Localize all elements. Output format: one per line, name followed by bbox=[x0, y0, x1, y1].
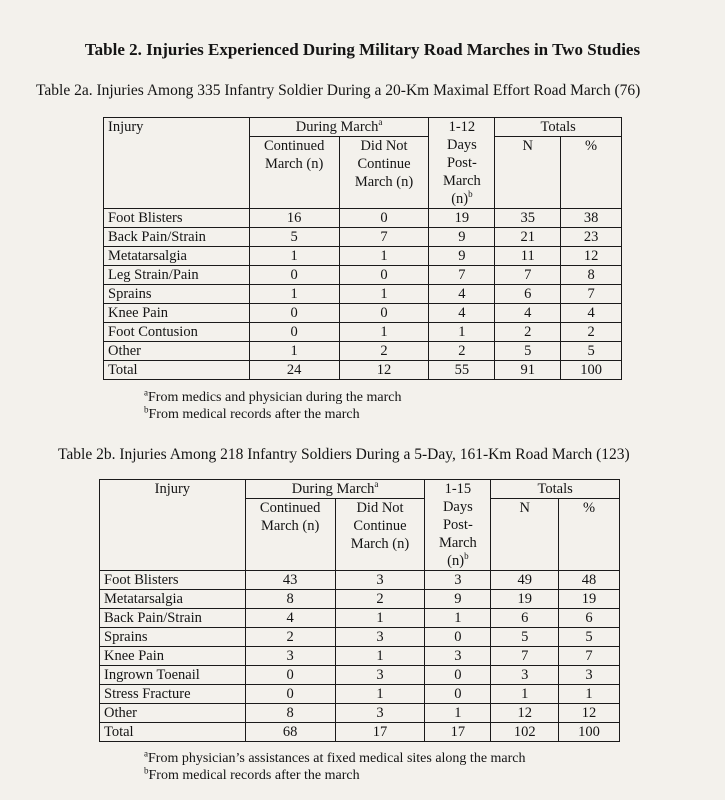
injury-cell: Foot Blisters bbox=[104, 209, 250, 228]
table-row bbox=[104, 342, 622, 361]
total-pct-cell: 23 bbox=[561, 228, 622, 247]
header-continued: Continued March (n) bbox=[249, 137, 339, 209]
continued-cell: 2 bbox=[245, 628, 335, 647]
post-march-cell: 7 bbox=[429, 266, 495, 285]
total-n-cell: 5 bbox=[491, 628, 559, 647]
continued-cell: 1 bbox=[249, 285, 339, 304]
injury-cell: Back Pain/Strain bbox=[104, 228, 250, 247]
total-pct-cell: 3 bbox=[559, 666, 620, 685]
table-2b-footnote-a: $^a$From physician’s assistances at fixed medical sites along the march bbox=[144, 748, 526, 766]
continued-cell: 43 bbox=[245, 571, 335, 590]
total-pct-cell: 4 bbox=[561, 304, 622, 323]
total-n-cell: 5 bbox=[495, 342, 561, 361]
continued-cell: 16 bbox=[249, 209, 339, 228]
total-pct-cell: 2 bbox=[561, 323, 622, 342]
table-row bbox=[104, 209, 622, 228]
post-march-cell: 9 bbox=[425, 590, 491, 609]
post-march-cell: 0 bbox=[425, 628, 491, 647]
bleed-through-bottom bbox=[0, 780, 725, 794]
continued-cell: 8 bbox=[245, 590, 335, 609]
injury-cell: Foot Blisters bbox=[100, 571, 246, 590]
total-pct-cell: 5 bbox=[561, 342, 622, 361]
did-not-continue-cell: 1 bbox=[339, 247, 429, 266]
did-not-continue-cell: 12 bbox=[339, 361, 429, 380]
injury-cell: Knee Pain bbox=[104, 304, 250, 323]
total-n-cell: 49 bbox=[491, 571, 559, 590]
continued-cell: 5 bbox=[249, 228, 339, 247]
injury-cell: Knee Pain bbox=[100, 647, 246, 666]
did-not-continue-cell: 2 bbox=[339, 342, 429, 361]
post-march-cell: 55 bbox=[429, 361, 495, 380]
bleed-through-top bbox=[0, 2, 725, 16]
table-2a-caption: Table 2a. Injuries Among 335 Infantry Soldier During a 20-Km Maximal Effort Road March (76) bbox=[36, 82, 641, 99]
post-march-cell: 17 bbox=[425, 723, 491, 742]
table-row bbox=[100, 666, 620, 685]
injury-cell: Metatarsalgia bbox=[104, 247, 250, 266]
header-injury: Injury bbox=[100, 480, 246, 571]
total-pct-cell: 100 bbox=[559, 723, 620, 742]
total-pct-cell: 100 bbox=[561, 361, 622, 380]
continued-cell: 0 bbox=[249, 323, 339, 342]
continued-cell: 1 bbox=[249, 342, 339, 361]
table-2b bbox=[99, 479, 620, 742]
did-not-continue-cell: 3 bbox=[335, 571, 425, 590]
total-pct-cell: 38 bbox=[561, 209, 622, 228]
did-not-continue-cell: 2 bbox=[335, 590, 425, 609]
continued-cell: 24 bbox=[249, 361, 339, 380]
total-pct-cell: 12 bbox=[561, 247, 622, 266]
table-row bbox=[104, 285, 622, 304]
did-not-continue-cell: 3 bbox=[335, 628, 425, 647]
continued-cell: 3 bbox=[245, 647, 335, 666]
total-n-cell: 7 bbox=[495, 266, 561, 285]
injury-cell: Other bbox=[104, 342, 250, 361]
header-n: N bbox=[491, 499, 559, 571]
table-2a-footnote-b: $^b$From medical records after the march bbox=[144, 404, 360, 422]
post-march-cell: 9 bbox=[429, 247, 495, 266]
total-n-cell: 11 bbox=[495, 247, 561, 266]
table-2b-caption: Table 2b. Injuries Among 218 Infantry Soldiers During a 5-Day, 161-Km Road March (123) bbox=[58, 446, 630, 463]
did-not-continue-cell: 17 bbox=[335, 723, 425, 742]
did-not-continue-cell: 1 bbox=[335, 647, 425, 666]
post-march-cell: 1 bbox=[425, 704, 491, 723]
header-did-not-continue: Did Not Continue March (n) bbox=[339, 137, 429, 209]
table-row bbox=[100, 590, 620, 609]
continued-cell: 68 bbox=[245, 723, 335, 742]
total-pct-cell: 7 bbox=[559, 647, 620, 666]
table-row bbox=[100, 571, 620, 590]
injury-cell: Ingrown Toenail bbox=[100, 666, 246, 685]
did-not-continue-cell: 1 bbox=[339, 285, 429, 304]
did-not-continue-cell: 1 bbox=[339, 323, 429, 342]
table-row bbox=[100, 628, 620, 647]
post-march-cell: 3 bbox=[425, 647, 491, 666]
total-n-cell: 3 bbox=[491, 666, 559, 685]
continued-cell: 0 bbox=[245, 666, 335, 685]
continued-cell: 8 bbox=[245, 704, 335, 723]
injury-cell: Total bbox=[104, 361, 250, 380]
table-row bbox=[100, 704, 620, 723]
table-2b-footnote-b: $^b$From medical records after the march bbox=[144, 765, 360, 783]
injury-cell: Metatarsalgia bbox=[100, 590, 246, 609]
did-not-continue-cell: 3 bbox=[335, 666, 425, 685]
table-row bbox=[104, 323, 622, 342]
table-row bbox=[104, 304, 622, 323]
injury-cell: Back Pain/Strain bbox=[100, 609, 246, 628]
total-pct-cell: 48 bbox=[559, 571, 620, 590]
injury-cell: Leg Strain/Pain bbox=[104, 266, 250, 285]
table-2a bbox=[103, 117, 622, 380]
continued-cell: 1 bbox=[249, 247, 339, 266]
post-march-cell: 4 bbox=[429, 285, 495, 304]
table-row bbox=[100, 647, 620, 666]
table-row bbox=[100, 723, 620, 742]
total-n-cell: 19 bbox=[491, 590, 559, 609]
injury-cell: Stress Fracture bbox=[100, 685, 246, 704]
continued-cell: 0 bbox=[249, 304, 339, 323]
total-pct-cell: 5 bbox=[559, 628, 620, 647]
total-pct-cell: 6 bbox=[559, 609, 620, 628]
header-n: N bbox=[495, 137, 561, 209]
header-continued: Continued March (n) bbox=[245, 499, 335, 571]
header-totals: Totals bbox=[495, 118, 622, 137]
did-not-continue-cell: 0 bbox=[339, 304, 429, 323]
post-march-cell: 4 bbox=[429, 304, 495, 323]
did-not-continue-cell: 0 bbox=[339, 209, 429, 228]
did-not-continue-cell: 1 bbox=[335, 685, 425, 704]
total-n-cell: 6 bbox=[491, 609, 559, 628]
did-not-continue-cell: 7 bbox=[339, 228, 429, 247]
total-n-cell: 7 bbox=[491, 647, 559, 666]
did-not-continue-cell: 1 bbox=[335, 609, 425, 628]
page-title: Table 2. Injuries Experienced During Military Road Marches in Two Studies bbox=[84, 40, 641, 59]
post-march-cell: 0 bbox=[425, 666, 491, 685]
injury-cell: Sprains bbox=[104, 285, 250, 304]
header-pct: % bbox=[561, 137, 622, 209]
total-pct-cell: 8 bbox=[561, 266, 622, 285]
total-n-cell: 4 bbox=[495, 304, 561, 323]
post-march-cell: 0 bbox=[425, 685, 491, 704]
continued-cell: 0 bbox=[245, 685, 335, 704]
total-n-cell: 1 bbox=[491, 685, 559, 704]
table-row bbox=[104, 228, 622, 247]
injury-cell: Other bbox=[100, 704, 246, 723]
injury-cell: Sprains bbox=[100, 628, 246, 647]
post-march-cell: 9 bbox=[429, 228, 495, 247]
post-march-cell: 2 bbox=[429, 342, 495, 361]
total-pct-cell: 1 bbox=[559, 685, 620, 704]
continued-cell: 0 bbox=[249, 266, 339, 285]
header-during-march: During March$^a$ bbox=[245, 480, 425, 499]
post-march-cell: 1 bbox=[429, 323, 495, 342]
total-n-cell: 2 bbox=[495, 323, 561, 342]
total-pct-cell: 19 bbox=[559, 590, 620, 609]
post-march-cell: 1 bbox=[425, 609, 491, 628]
header-post-march: 1-15 Days Post-March $(n)^b$ bbox=[425, 480, 491, 571]
total-pct-cell: 12 bbox=[559, 704, 620, 723]
total-n-cell: 35 bbox=[495, 209, 561, 228]
header-pct: % bbox=[559, 499, 620, 571]
header-did-not-continue: Did Not Continue March (n) bbox=[335, 499, 425, 571]
header-totals: Totals bbox=[491, 480, 620, 499]
header-post-march: 1-12 Days Post-March $(n)^b$ bbox=[429, 118, 495, 209]
injury-cell: Total bbox=[100, 723, 246, 742]
post-march-cell: 3 bbox=[425, 571, 491, 590]
table-row bbox=[100, 609, 620, 628]
total-n-cell: 6 bbox=[495, 285, 561, 304]
table-row bbox=[100, 685, 620, 704]
did-not-continue-cell: 3 bbox=[335, 704, 425, 723]
header-injury: Injury bbox=[104, 118, 250, 209]
total-n-cell: 102 bbox=[491, 723, 559, 742]
table-row bbox=[104, 361, 622, 380]
post-march-cell: 19 bbox=[429, 209, 495, 228]
total-n-cell: 12 bbox=[491, 704, 559, 723]
table-row bbox=[104, 266, 622, 285]
injury-cell: Foot Contusion bbox=[104, 323, 250, 342]
header-during-march: During March$^a$ bbox=[249, 118, 429, 137]
table-row bbox=[104, 247, 622, 266]
total-n-cell: 21 bbox=[495, 228, 561, 247]
did-not-continue-cell: 0 bbox=[339, 266, 429, 285]
total-n-cell: 91 bbox=[495, 361, 561, 380]
table-2a-footnote-a: $^a$From medics and physician during the march bbox=[144, 387, 402, 405]
total-pct-cell: 7 bbox=[561, 285, 622, 304]
continued-cell: 4 bbox=[245, 609, 335, 628]
